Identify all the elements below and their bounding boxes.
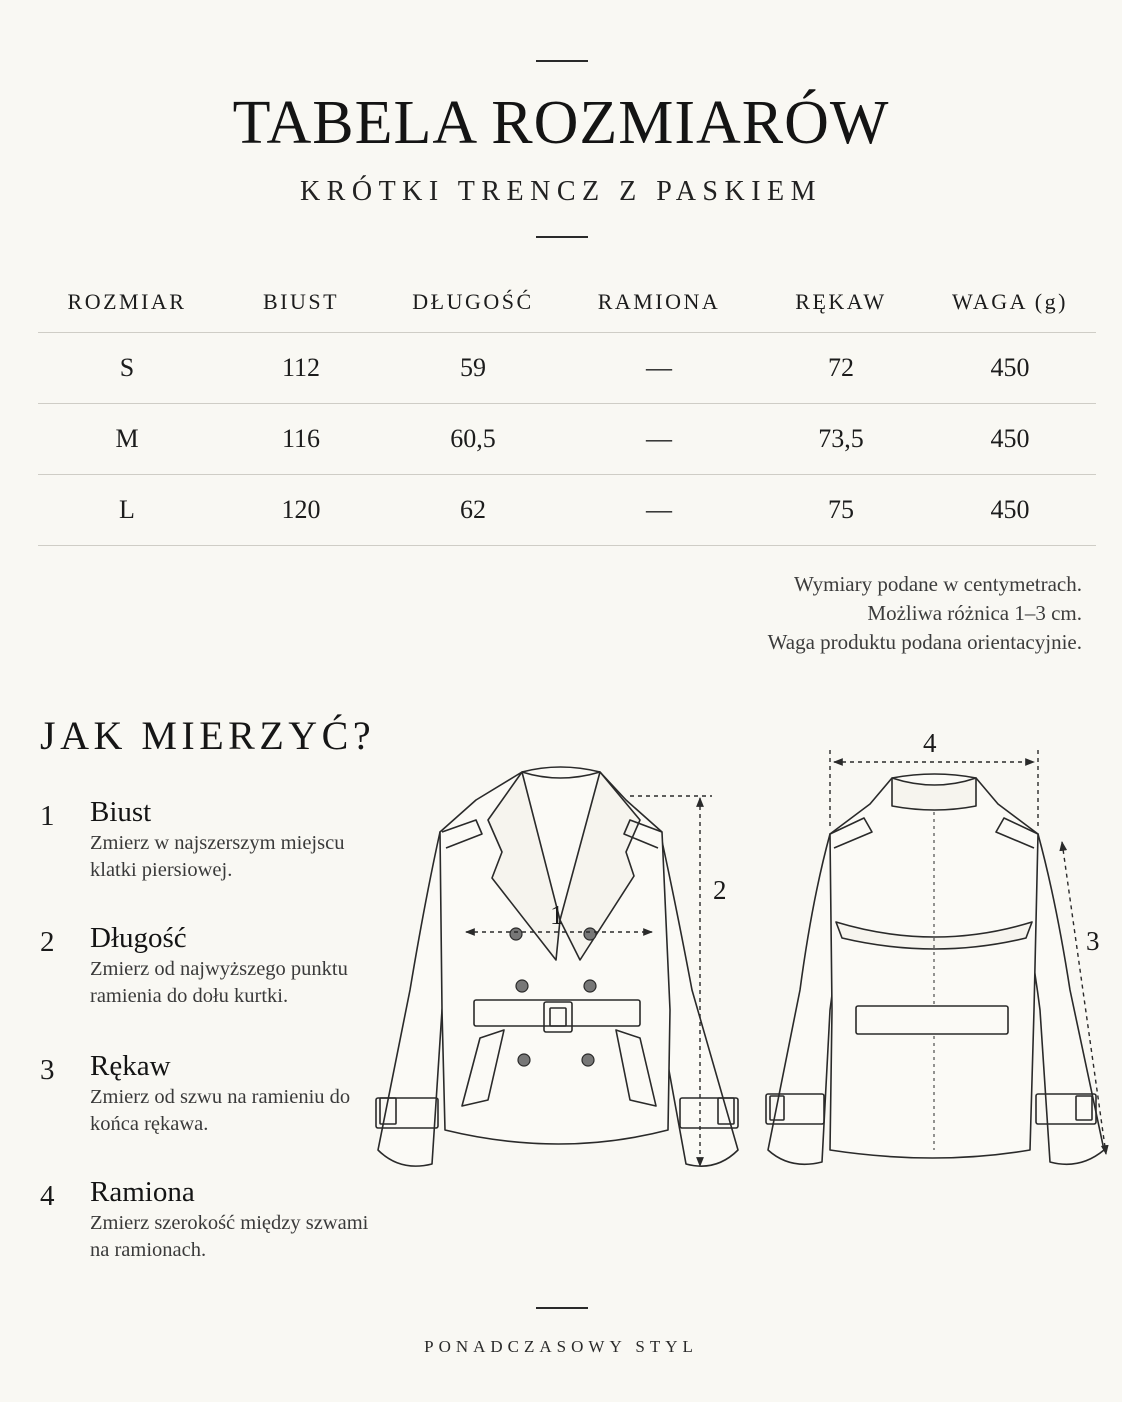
how-to-measure-title: JAK MIERZYĆ? — [40, 713, 376, 758]
cell-weight: 450 — [924, 475, 1096, 546]
table-row — [38, 404, 1096, 475]
cell-shoulders: — — [560, 333, 758, 404]
step-number: 2 — [40, 926, 55, 958]
cell-bust: 112 — [216, 333, 386, 404]
table-row — [38, 333, 1096, 404]
column-header-bust: BIUST — [216, 272, 386, 333]
step-title: Biust — [90, 796, 152, 828]
table-header-row — [38, 272, 1096, 333]
note-weight: Waga produktu podana orientacyjnie. — [767, 630, 1082, 654]
back-label-sleeve: 3 — [1086, 926, 1100, 956]
step-number: 3 — [40, 1054, 55, 1086]
size-table — [38, 272, 1096, 546]
cell-shoulders: — — [560, 404, 758, 475]
back-jacket-illustration — [766, 774, 1104, 1164]
column-header-sleeve: RĘKAW — [758, 272, 924, 333]
cell-sleeve: 72 — [758, 333, 924, 404]
cell-weight: 450 — [924, 404, 1096, 475]
table-notes — [768, 570, 1082, 657]
note-tolerance: Możliwa różnica 1–3 cm. — [867, 601, 1082, 625]
cell-weight: 450 — [924, 333, 1096, 404]
cell-length: 59 — [386, 333, 560, 404]
front-jacket-illustration — [376, 767, 738, 1166]
cell-sleeve: 73,5 — [758, 404, 924, 475]
jacket-measurement-diagram — [360, 722, 1122, 1182]
step-description: Zmierz w najszerszym miejscu klatki piersiowej. — [90, 832, 345, 881]
step-number: 1 — [40, 800, 55, 832]
cell-bust: 116 — [216, 404, 386, 475]
cell-shoulders: — — [560, 475, 758, 546]
step-description: Zmierz od szwu na ramieniu do końca rękawa. — [90, 1086, 351, 1135]
cell-bust: 120 — [216, 475, 386, 546]
cell-size: S — [38, 333, 216, 404]
column-header-shoulders: RAMIONA — [560, 272, 758, 333]
top-rule — [536, 60, 588, 62]
cell-length: 60,5 — [386, 404, 560, 475]
footer-rule — [536, 1307, 588, 1309]
step-number: 4 — [40, 1180, 55, 1212]
title-rule — [536, 236, 588, 238]
step-title: Rękaw — [90, 1050, 171, 1082]
step-description: Zmierz szerokość między szwami na ramionach. — [90, 1212, 369, 1261]
back-label-shoulders: 4 — [923, 728, 937, 758]
cell-length: 62 — [386, 475, 560, 546]
cell-sleeve: 75 — [758, 475, 924, 546]
column-header-size: ROZMIAR — [38, 272, 216, 333]
footer-tagline: PONADCZASOWY STYL — [424, 1337, 698, 1356]
step-title: Ramiona — [90, 1176, 195, 1208]
note-units: Wymiary podane w centymetrach. — [794, 572, 1082, 596]
front-label-bust: 1 — [550, 900, 564, 930]
column-header-weight: WAGA (g) — [924, 272, 1096, 333]
step-description: Zmierz od najwyższego punktu ramienia do dołu kurtki. — [90, 958, 348, 1007]
front-label-length: 2 — [713, 875, 727, 905]
page-title: TABELA ROZMIARÓW — [232, 89, 890, 157]
cell-size: L — [38, 475, 216, 546]
page-subtitle: KRÓTKI TRENCZ Z PASKIEM — [299, 176, 823, 207]
table-row — [38, 475, 1096, 546]
cell-size: M — [38, 404, 216, 475]
step-title: Długość — [90, 922, 187, 954]
column-header-length: DŁUGOŚĆ — [386, 272, 560, 333]
